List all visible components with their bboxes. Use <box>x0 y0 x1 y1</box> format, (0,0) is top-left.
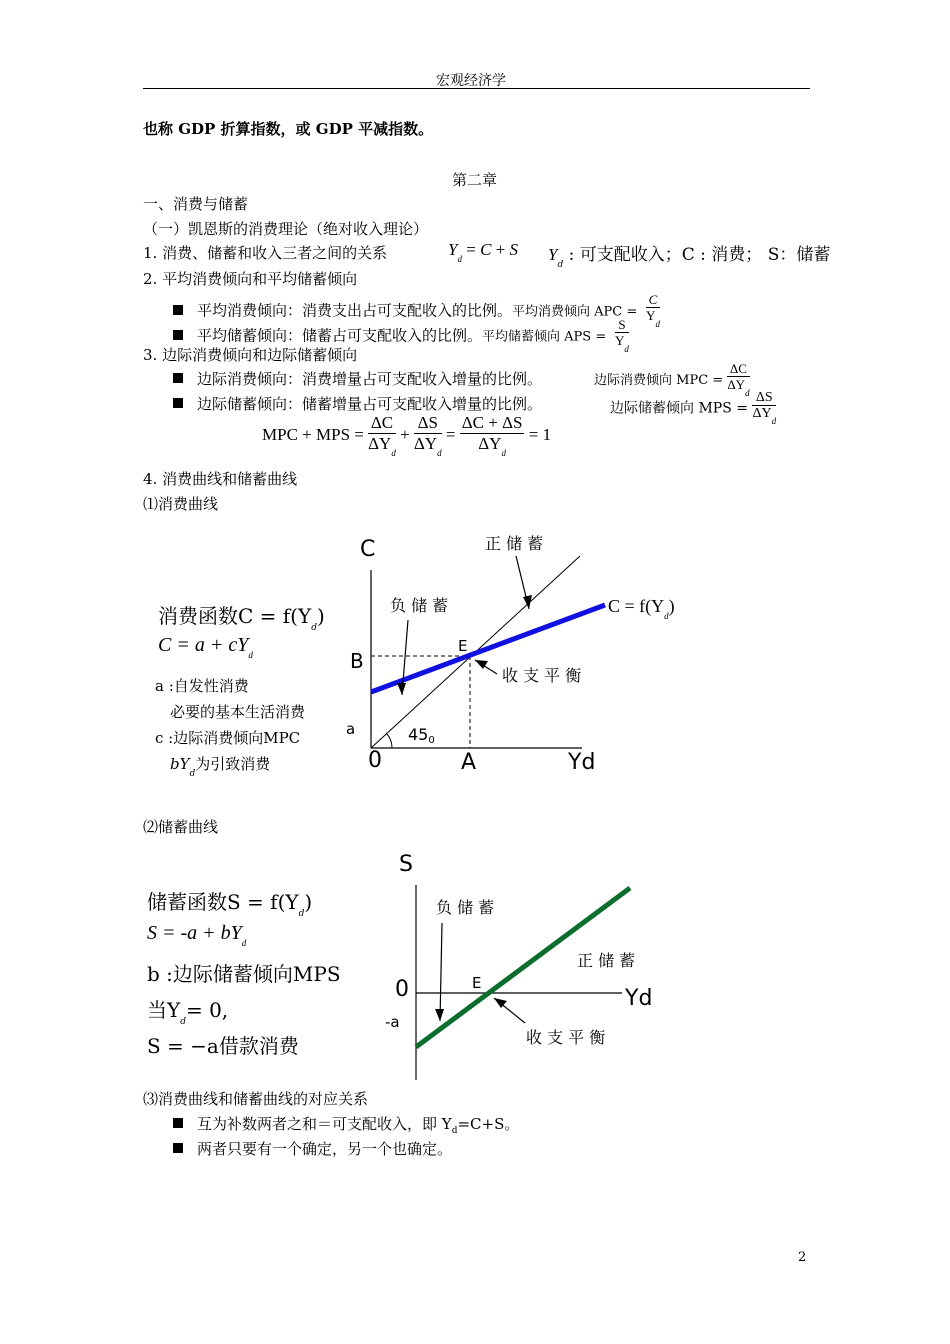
section-title: 一、消费与储蓄 <box>143 195 249 213</box>
breakeven-label: 收 支 平 衡 <box>526 1028 606 1047</box>
bullet-icon <box>173 373 183 383</box>
neg-a-label: -a <box>385 1013 400 1031</box>
saving-heading: ⑵储蓄曲线 <box>143 818 219 836</box>
bullet-icon <box>173 330 183 340</box>
page-number: 2 <box>798 1250 807 1265</box>
consumption-b-desc: $bY_d$为引致消费 <box>170 755 271 779</box>
consumption-c-desc: c :边际消费倾向MPC <box>155 729 301 747</box>
consumption-a-desc: a :自发性消费 <box>155 677 249 695</box>
neg-saving-label: 负 储 蓄 <box>436 898 495 917</box>
arrowhead-icon <box>397 683 406 695</box>
mpc-line: 边际消费倾向：消费增量占可支配收入增量的比例。 <box>173 368 542 389</box>
item4-text: 4. 消费曲线和储蓄曲线 <box>143 470 298 488</box>
axis-label-y: C <box>360 537 376 562</box>
consumption-chart <box>340 525 700 785</box>
point-e-label: E <box>458 637 468 655</box>
axis-label-x: Yd <box>568 750 596 775</box>
pos-saving-label: 正 储 蓄 <box>485 534 544 553</box>
mps-line: 边际储蓄倾向：储蓄增量占可支配收入增量的比例。 <box>173 393 542 414</box>
item1-legend: $Y_d$ : 可支配收入；C : 消费； S：储蓄 <box>548 245 831 270</box>
header-rule <box>143 88 810 89</box>
arrowhead-icon <box>435 1009 444 1021</box>
bullet-icon <box>173 398 183 408</box>
saving-borrow: S = −a借款消费 <box>147 1034 299 1058</box>
mps-formula: 边际储蓄倾向 MPS = $\frac{\Delta S}{\Delta Y_d}$ <box>610 390 777 427</box>
sum-formula: MPC + MPS = $\frac{\Delta C}{\Delta Y_d}$ + $\frac{\Delta S}{\Delta Y_d}$ = $\frac{\Delta C + \Delta S}{\Delta Y_d}$ = 1 <box>262 413 552 458</box>
consumption-func-eq: $C = a + cY_d$ <box>158 634 253 660</box>
saving-func-title: 储蓄函数$S = f(Y_d)$ <box>147 890 313 919</box>
angle-arc <box>386 733 392 748</box>
consumption-heading: ⑴消费曲线 <box>143 495 219 513</box>
origin-label: 0 <box>395 977 409 1002</box>
relation-heading: ⑶消费曲线和储蓄曲线的对应关系 <box>143 1090 369 1108</box>
bullet-icon <box>173 1118 183 1128</box>
axis-label-y: S <box>399 852 413 877</box>
angle-label: 450 <box>408 725 435 746</box>
bullet-icon <box>173 305 183 315</box>
neg-saving-label: 负 储 蓄 <box>390 596 449 615</box>
item1-text: 1. 消费、储蓄和收入三者之间的关系 <box>143 244 388 262</box>
bullet-icon <box>173 1143 183 1153</box>
saving-b-desc: b :边际储蓄倾向MPS <box>147 962 341 986</box>
item1-formula: $Y_d = C + S$ <box>448 240 518 264</box>
point-a-label: A <box>461 750 477 775</box>
point-e-label: E <box>472 974 482 992</box>
aps-line: 平均储蓄倾向：储蓄占可支配收入的比例。平均储蓄倾向 APS = $\frac{S}{Y_d}$ <box>173 318 629 355</box>
consumption-a-desc2: 必要的基本生活消费 <box>170 703 306 721</box>
item2-text: 2. 平均消费倾向和平均储蓄倾向 <box>143 270 358 288</box>
saving-chart <box>380 845 680 1085</box>
relation-bullet-1: 互为补数两者之和＝可支配收入，即 $Y_d=C+S$。 <box>173 1113 519 1136</box>
apc-line: 平均消费倾向：消费支出占可支配收入的比例。平均消费倾向 APC = $\frac{C}{Y_d}$ <box>173 293 660 330</box>
intercept-a-label: a <box>346 720 356 738</box>
item1-legend-text: : 可支配收入；C : 消费； S：储蓄 <box>563 245 831 265</box>
saving-func-eq: $S = -a + bY_d$ <box>147 922 247 948</box>
neg-saving-arrow <box>440 923 442 1021</box>
item3-text: 3. 边际消费倾向和边际储蓄倾向 <box>143 346 358 364</box>
point-b-label: B <box>350 649 364 673</box>
mpc-formula: 边际消费倾向 MPC = $\frac{\Delta C}{\Delta Y_d}$ <box>594 361 750 399</box>
intro-line: 也称 GDP 折算指数，或 GDP 平减指数。 <box>143 120 434 138</box>
breakeven-label: 收 支 平 衡 <box>502 666 582 685</box>
consumption-curve-label: $C = f(Y_d)$ <box>608 596 675 621</box>
chapter-title: 第二章 <box>452 171 498 189</box>
origin-label: 0 <box>368 748 382 773</box>
pos-saving-label: 正 储 蓄 <box>577 951 636 970</box>
subsection-title: （一）凯恩斯的消费理论（绝对收入理论） <box>143 220 429 238</box>
consumption-func-title: 消费函数$C = f(Y_d)$ <box>158 604 325 633</box>
relation-bullet-2: 两者只要有一个确定，另一个也确定。 <box>173 1138 452 1159</box>
running-header: 宏观经济学 <box>436 73 506 89</box>
saving-when: 当$Y_d= 0$, <box>147 998 229 1027</box>
axis-label-x: Yd <box>625 986 653 1011</box>
